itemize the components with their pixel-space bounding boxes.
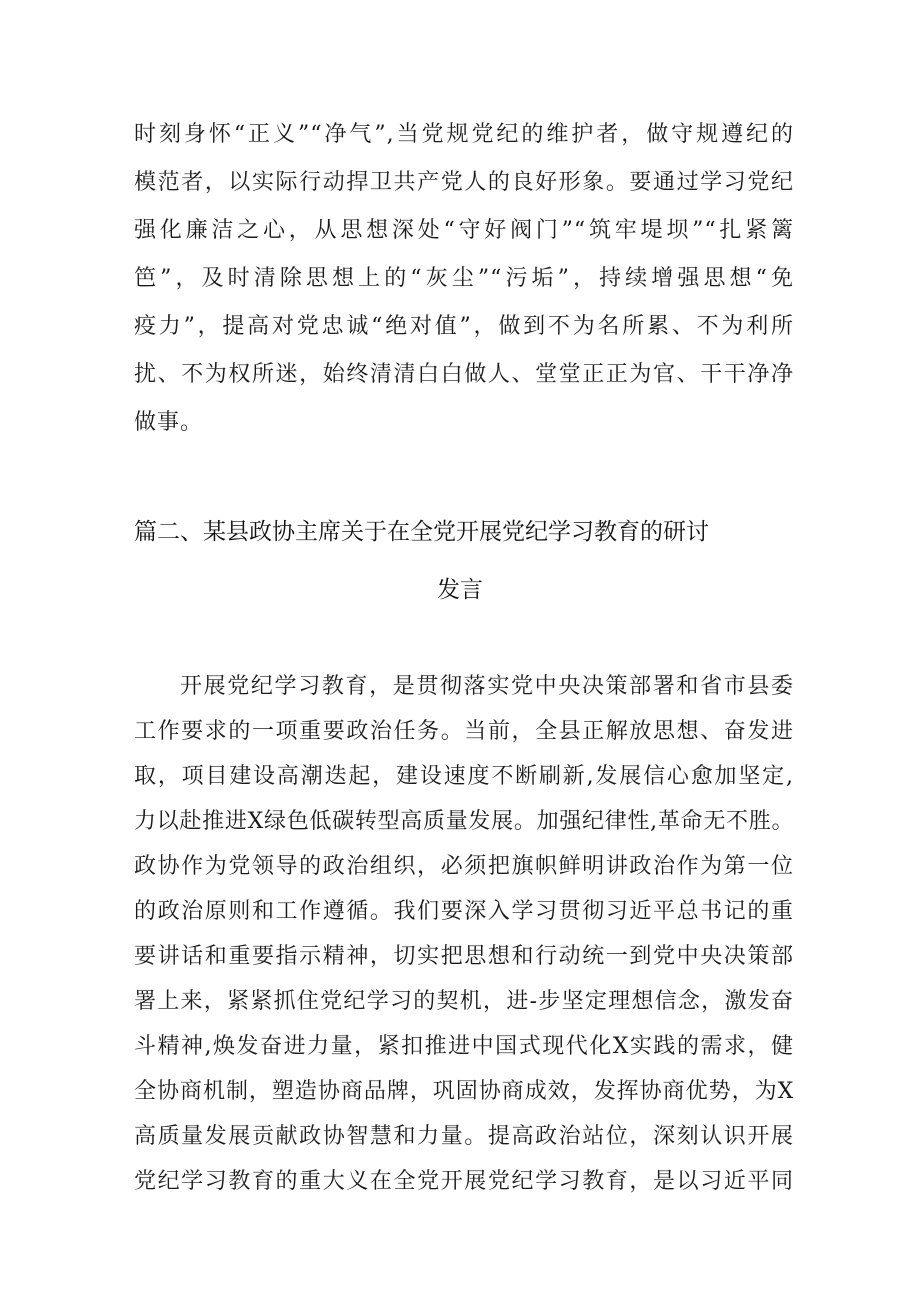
section-title: 篇二、某县政协主席关于在全党开展党纪学习教育的研讨 (134, 519, 709, 545)
text-line: 开展党纪学习教育，是贯彻落实党中央决策部署和省市县委 (180, 674, 794, 699)
text-line: 笆”，及时清除思想上的“灰尘”“污垢”，持续增强思想“免 (134, 266, 794, 291)
text-line: 斗精神,焕发奋进力量，紧扣推进中国式现代化X实践的需求，健 (134, 1034, 794, 1059)
text-line: 取，项目建设高潮迭起，建设速度不断刷新,发展信心愈加坚定, (134, 764, 794, 789)
text-line: 全协商机制，塑造协商品牌，巩固协商成效，发挥协商优势，为X (134, 1079, 794, 1104)
text-line: 力以赴推进X绿色低碳转型高质量发展。加强纪律性,革命无不胜。 (134, 809, 794, 834)
text-line: 的政治原则和工作遵循。我们要深入学习贯彻习近平总书记的重 (134, 899, 794, 924)
text-line: 强化廉洁之心，从思想深处“守好阀门”“筑牢堤坝”“扎紧篱 (134, 218, 794, 243)
text-line: 高质量发展贡献政协智慧和力量。提高政治站位，深刻认识开展 (134, 1124, 794, 1149)
text-line: 疫力”，提高对党忠诚“绝对值”，做到不为名所累、不为利所 (134, 314, 794, 339)
text-line: 要讲话和重要指示精神，切实把思想和行动统一到党中央决策部 (134, 944, 794, 969)
section-title-continuation: 发言 (437, 577, 483, 603)
text-line: 工作要求的一项重要政治任务。当前，全县正解放思想、奋发进 (134, 719, 794, 744)
text-line: 署上来，紧紧抓住党纪学习的契机，进-步坚定理想信念，激发奋 (134, 989, 794, 1014)
text-line: 政协作为党领导的政治组织，必须把旗帜鲜明讲政治作为第一位 (134, 854, 794, 879)
text-line: 模范者，以实际行动捍卫共产党人的良好形象。要通过学习党纪 (134, 170, 794, 195)
text-line: 做事。 (134, 410, 204, 435)
text-line: 时刻身怀“正义”“净气”,当党规党纪的维护者，做守规遵纪的 (134, 122, 794, 147)
text-line: 扰、不为权所迷，始终清清白白做人、堂堂正正为官、干干净净 (134, 362, 794, 387)
text-line: 党纪学习教育的重大义在全党开展党纪学习教育，是以习近平同 (134, 1169, 794, 1194)
